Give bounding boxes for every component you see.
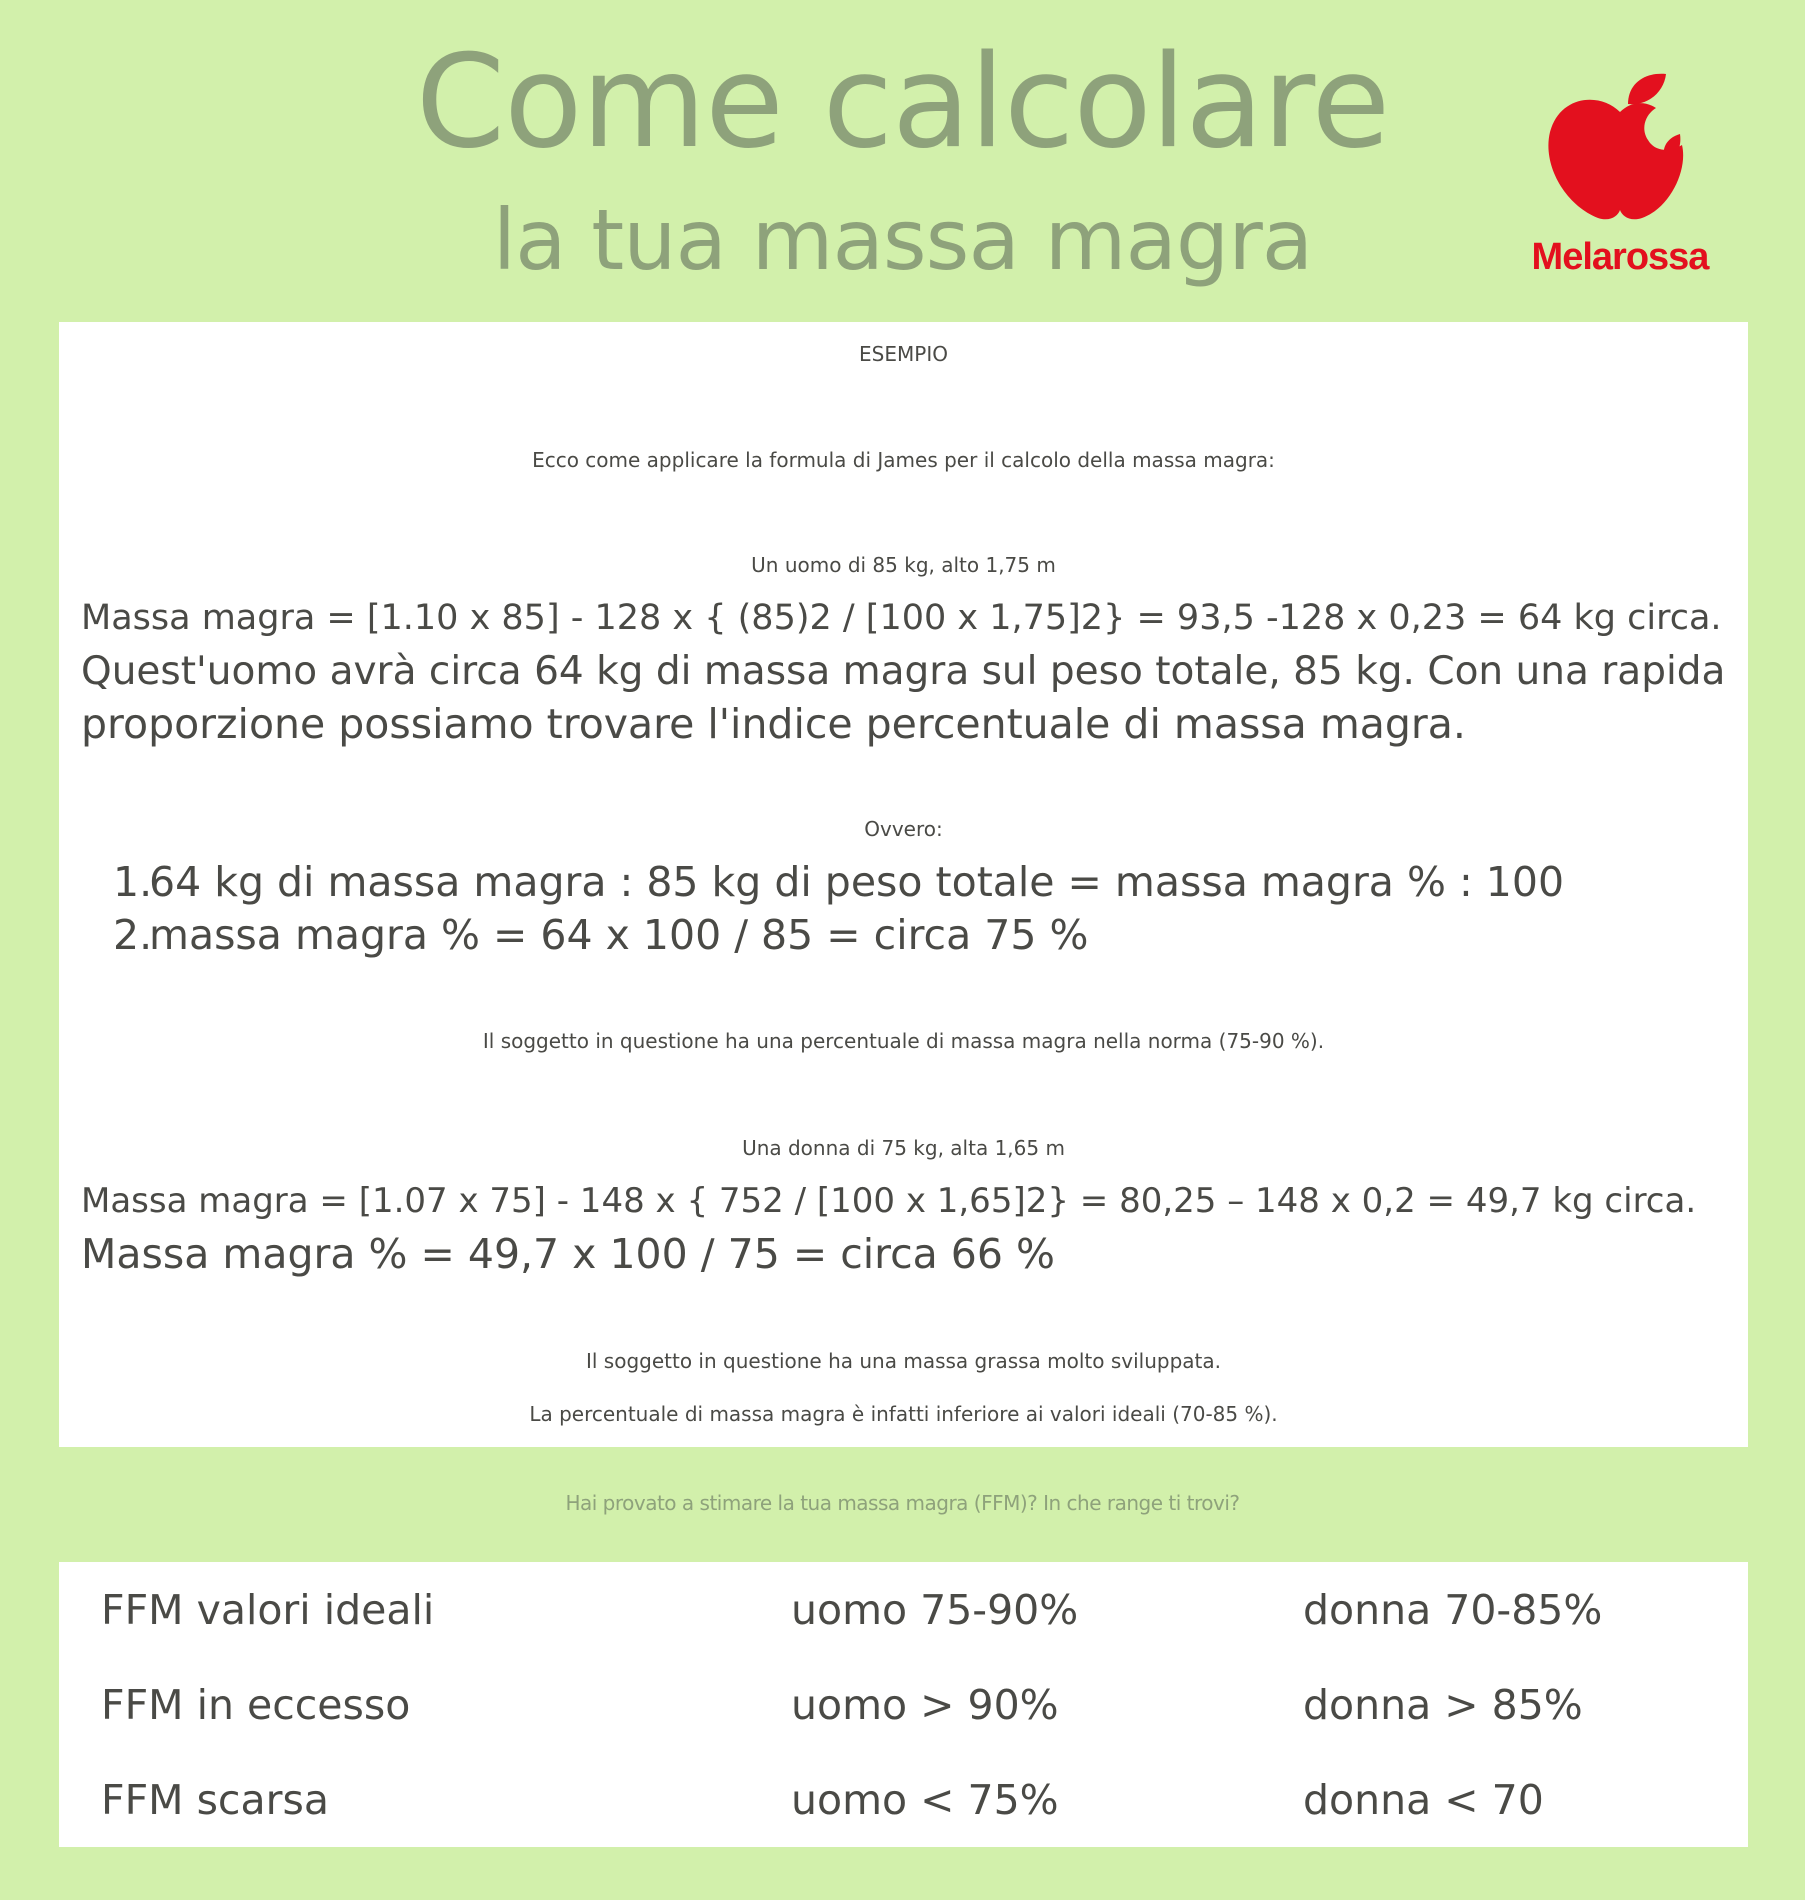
range-label: FFM scarsa: [101, 1776, 329, 1824]
logo-text: Melarossa: [1531, 236, 1709, 278]
step-text: 64 kg di massa magra : 85 kg di peso totale = massa magra % : 100: [149, 858, 1565, 906]
apple-icon: [1520, 70, 1720, 230]
range-man: uomo 75-90%: [791, 1586, 1079, 1634]
range-man: uomo > 90%: [791, 1681, 1059, 1729]
ovvero-label: Ovvero:: [864, 817, 943, 841]
woman-result-2: La percentuale di massa magra è infatti inferiore ai valori ideali (70-85 %).: [529, 1402, 1278, 1426]
woman-title: Una donna di 75 kg, alta 1,65 m: [742, 1136, 1065, 1160]
step-number: 2.: [113, 911, 153, 959]
range-woman: donna < 70: [1303, 1776, 1544, 1824]
range-label: FFM valori ideali: [101, 1586, 435, 1634]
table-row: [59, 1675, 1748, 1735]
range-man: uomo < 75%: [791, 1776, 1059, 1824]
man-title: Un uomo di 85 kg, alto 1,75 m: [751, 553, 1056, 577]
woman-result-1: Il soggetto in questione ha una massa grassa molto sviluppata.: [585, 1349, 1222, 1373]
woman-percent: Massa magra % = 49,7 x 100 / 75 = circa 66 %: [81, 1230, 1055, 1278]
step-number: 1.: [113, 858, 153, 906]
melarossa-logo: [1520, 70, 1720, 290]
page-subtitle: la tua massa magra: [492, 191, 1313, 289]
man-result: Il soggetto in questione ha una percentuale di massa magra nella norma (75-90 %).: [482, 1029, 1325, 1053]
ranges-table: [59, 1562, 1748, 1847]
man-text-1: Quest'uomo avrà circa 64 kg di massa magra sul peso totale, 85 kg. Con una rapida: [81, 649, 1726, 694]
page-title: Come calcolare: [415, 28, 1390, 177]
range-label: FFM in eccesso: [101, 1681, 411, 1729]
example-intro: Ecco come applicare la formula di James per il calcolo della massa magra:: [532, 448, 1275, 472]
man-formula: Massa magra = [1.10 x 85] - 128 x { (85)2 / [100 x 1,75]2} = 93,5 -128 x 0,23 = 64 kg circa.: [81, 598, 1722, 638]
table-row: [59, 1580, 1748, 1640]
table-row: [59, 1770, 1748, 1830]
range-woman: donna 70-85%: [1303, 1586, 1603, 1634]
step-text: massa magra % = 64 x 100 / 85 = circa 75 %: [149, 911, 1089, 959]
header: [0, 0, 1805, 320]
example-panel: [59, 322, 1748, 1447]
range-woman: donna > 85%: [1303, 1681, 1583, 1729]
example-heading: ESEMPIO: [859, 342, 948, 366]
question-heading: Hai provato a stimare la tua massa magra (FFM)? In che range ti trovi?: [565, 1491, 1240, 1515]
woman-formula: Massa magra = [1.07 x 75] - 148 x { 752 / [100 x 1,65]2} = 80,25 – 148 x 0,2 = 49,7 kg circa.: [81, 1181, 1697, 1221]
man-text-2: proporzione possiamo trovare l'indice percentuale di massa magra.: [81, 700, 1466, 748]
